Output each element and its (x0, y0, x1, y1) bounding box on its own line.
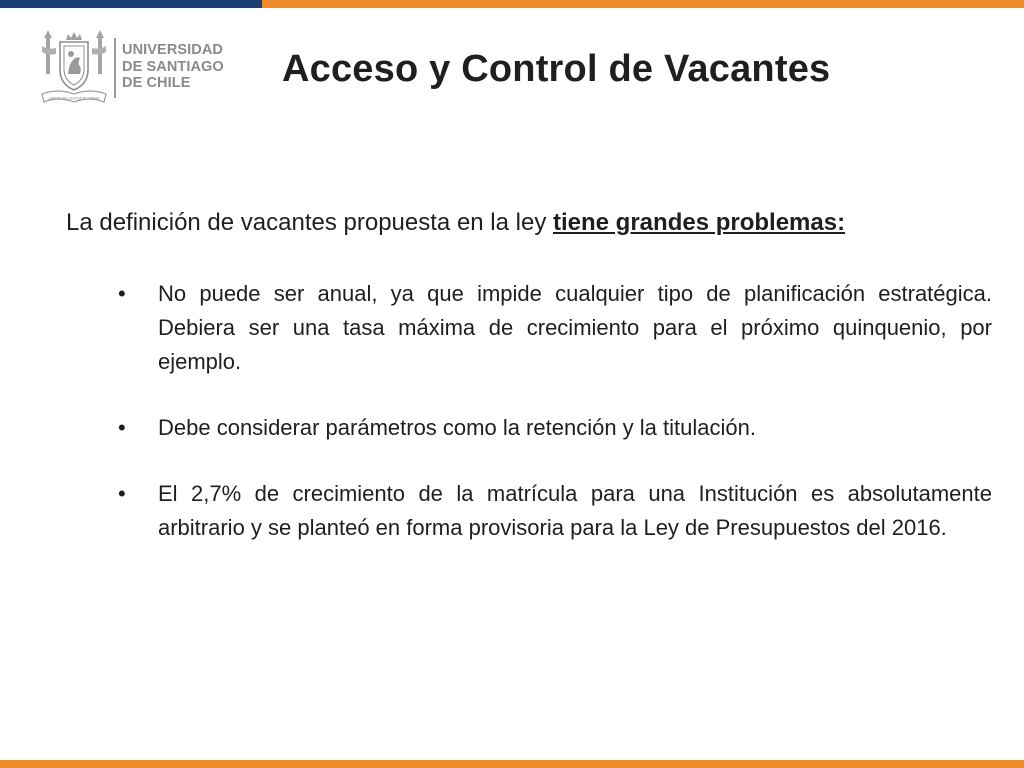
logo-line-1: UNIVERSIDAD (122, 42, 223, 58)
bullet-icon: • (118, 281, 126, 306)
university-crest-icon (38, 24, 110, 108)
bullet-icon: • (118, 415, 126, 440)
bottom-accent-bar (0, 760, 1024, 768)
logo-wordmark (122, 42, 242, 92)
slide-title: Acceso y Control de Vacantes (282, 48, 831, 90)
bullet-item-2 (66, 411, 992, 445)
university-logo (38, 24, 238, 110)
intro-emphasis: tiene grandes problemas: (553, 209, 846, 236)
top-accent-bar-blue (0, 0, 262, 8)
top-accent-bar (0, 0, 1024, 8)
bullet-icon: • (118, 481, 126, 506)
bullet-item-3 (66, 477, 992, 545)
top-accent-bar-orange (262, 0, 1024, 8)
bullet-item-1 (66, 277, 992, 379)
bullet-text-1: No puede ser anual, ya que impide cualquier tipo de planificación estratégica. Debiera ser una tasa máxima de crecimiento para el próximo quinquenio, por ejemplo. (158, 281, 992, 374)
logo-line-2: DE SANTIAGO (122, 58, 224, 75)
intro-paragraph (66, 205, 992, 241)
logo-line-3: DE CHILE (122, 75, 191, 91)
slide-body (66, 205, 992, 577)
bullet-text-3: El 2,7% de crecimiento de la matrícula para una Institución es absolutamente arbitrario y se planteó en forma provisoria para la Ley de Presupuestos del 2016. (158, 481, 992, 540)
bullet-text-2: Debe considerar parámetros como la retención y la titulación. (158, 415, 756, 440)
logo-divider (114, 38, 116, 98)
bullet-list (66, 277, 992, 545)
intro-text: La definición de vacantes propuesta en la ley (66, 209, 553, 236)
svg-text:LABOR DEI CIENCIA ET LABOR: LABOR DEI CIENCIA ET LABOR (48, 96, 100, 101)
